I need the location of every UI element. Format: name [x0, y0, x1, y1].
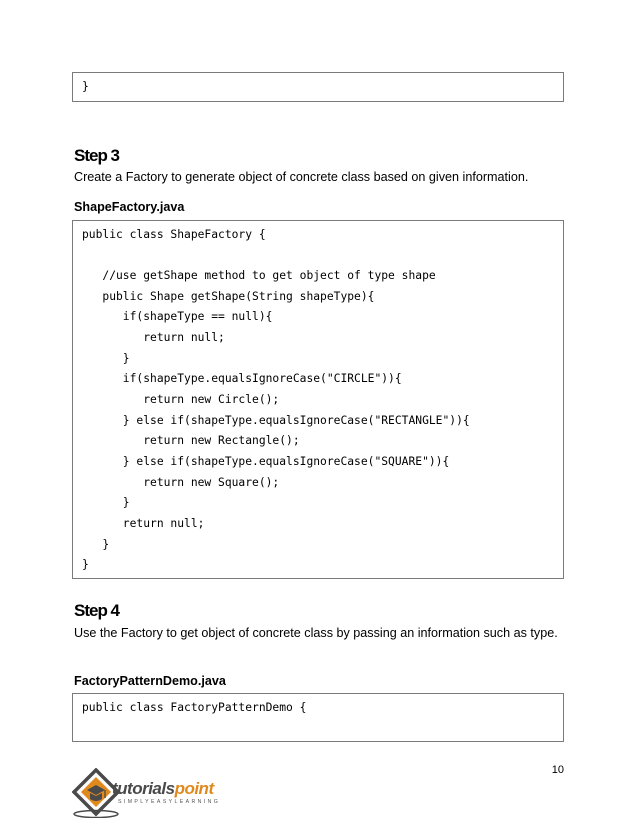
code-line: public class ShapeFactory { [82, 228, 266, 241]
code-line: //use getShape method to get object of type shape [82, 269, 436, 282]
code-line: return null; [82, 517, 205, 530]
step-3-heading: Step 3 [74, 146, 120, 165]
code-line: } [82, 558, 89, 571]
code-line: } else if(shapeType.equalsIgnoreCase("SQUARE")){ [82, 455, 450, 468]
code-line: if(shapeType == null){ [82, 310, 273, 323]
step-3-description: Create a Factory to generate object of concrete class based on given information. [74, 170, 529, 184]
logo-word-tutorials: tutorials [112, 779, 175, 798]
code-line: return new Rectangle(); [82, 434, 300, 447]
code-line: } else if(shapeType.equalsIgnoreCase("RECTANGLE")){ [82, 414, 470, 427]
code-line: } [82, 352, 130, 365]
code-line: public Shape getShape(String shapeType){ [82, 290, 375, 303]
code-block-previous [72, 72, 564, 102]
code-line: } [82, 496, 130, 509]
code-line: return new Square(); [82, 476, 280, 489]
logo-tagline: SIMPLYEASYLEARNING [118, 799, 221, 805]
logo-word-point: point [174, 779, 214, 798]
page-number: 10 [551, 764, 564, 776]
step-3-filename: ShapeFactory.java [74, 200, 185, 214]
logo-wordmark [112, 779, 214, 799]
code-line: return null; [82, 331, 225, 344]
tutorialspoint-logo [72, 768, 242, 818]
code-line: } [82, 80, 89, 93]
code-line: if(shapeType.equalsIgnoreCase("CIRCLE")){ [82, 372, 402, 385]
code-line: public class FactoryPatternDemo { [82, 701, 307, 714]
code-line: return new Circle(); [82, 393, 280, 406]
code-line: } [82, 538, 110, 551]
step-4-heading: Step 4 [74, 601, 120, 620]
step-4-filename: FactoryPatternDemo.java [74, 674, 226, 688]
step-4-description: Use the Factory to get object of concrete class by passing an information such as type. [74, 626, 558, 640]
